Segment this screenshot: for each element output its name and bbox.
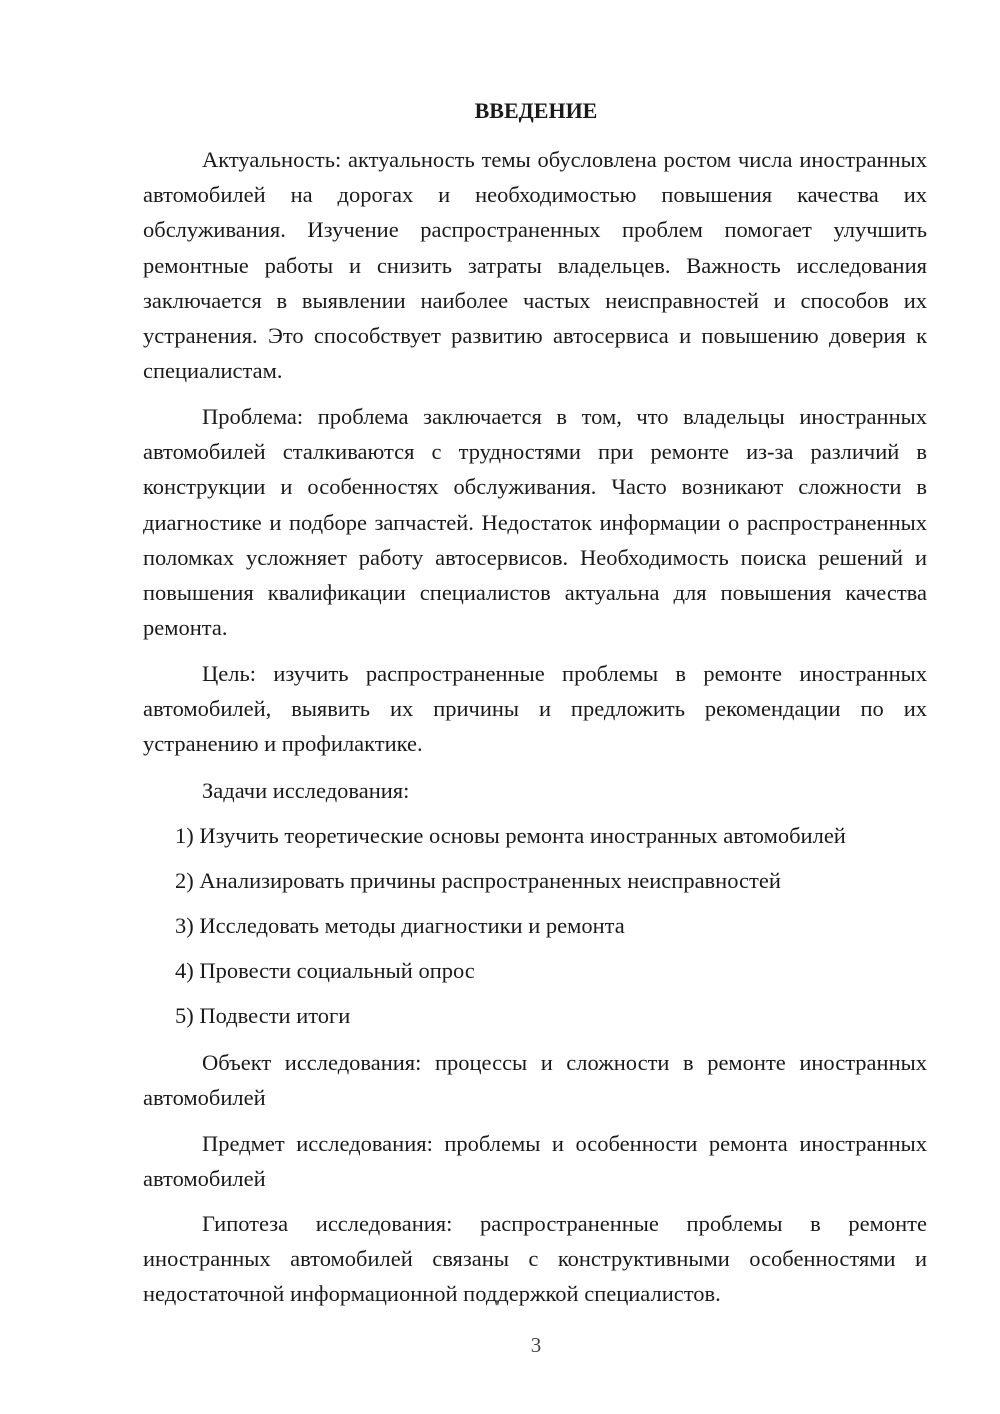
- task-item: 2) Анализировать причины распространенных неисправностей: [175, 868, 781, 893]
- page-title: ВВЕДЕНИЕ: [474, 98, 598, 123]
- tasks-heading: Задачи исследования:: [202, 778, 410, 803]
- object-paragraph: Объект исследования: процессы и сложности в ремонте иностранных автомобилей: [143, 1050, 927, 1111]
- task-item: 3) Исследовать методы диагностики и ремонта: [175, 913, 625, 938]
- relevance-paragraph: Актуальность: актуальность темы обусловлена ростом числа иностранных автомобилей на дорогах и необходимостью повышения качества их обслуживания. Изучение распространенных проблем помогает улучшить ремонтные работы и снизить затраты владельцев. Важность исследования заключается в выявлении наиболее частых неисправностей и способов их устранения. Это способствует развитию автосервиса и повышению доверия к специалистам.: [143, 147, 927, 384]
- subject-paragraph: Предмет исследования: проблемы и особенности ремонта иностранных автомобилей: [143, 1131, 927, 1192]
- problem-paragraph: Проблема: проблема заключается в том, что владельцы иностранных автомобилей сталкиваются с трудностями при ремонте из-за различий в конструкции и особенностях обслуживания. Часто возникают сложности в диагностике и подборе запчастей. Недостаток информации о распространенных поломках усложняет работу автосервисов. Необходимость поиска решений и повышения квалификации специалистов актуальна для повышения качества ремонта.: [143, 404, 927, 641]
- page-number: 3: [530, 1333, 542, 1357]
- task-item: 4) Провести социальный опрос: [175, 958, 475, 983]
- hypothesis-paragraph: Гипотеза исследования: распространенные проблемы в ремонте иностранных автомобилей связаны с конструктивными особенностями и недостаточной информационной поддержкой специалистов.: [143, 1211, 927, 1307]
- task-item: 5) Подвести итоги: [175, 1003, 351, 1028]
- task-item: 1) Изучить теоретические основы ремонта иностранных автомобилей: [175, 823, 846, 848]
- goal-paragraph: Цель: изучить распространенные проблемы в ремонте иностранных автомобилей, выявить их причины и предложить рекомендации по их устранению и профилактике.: [143, 661, 927, 757]
